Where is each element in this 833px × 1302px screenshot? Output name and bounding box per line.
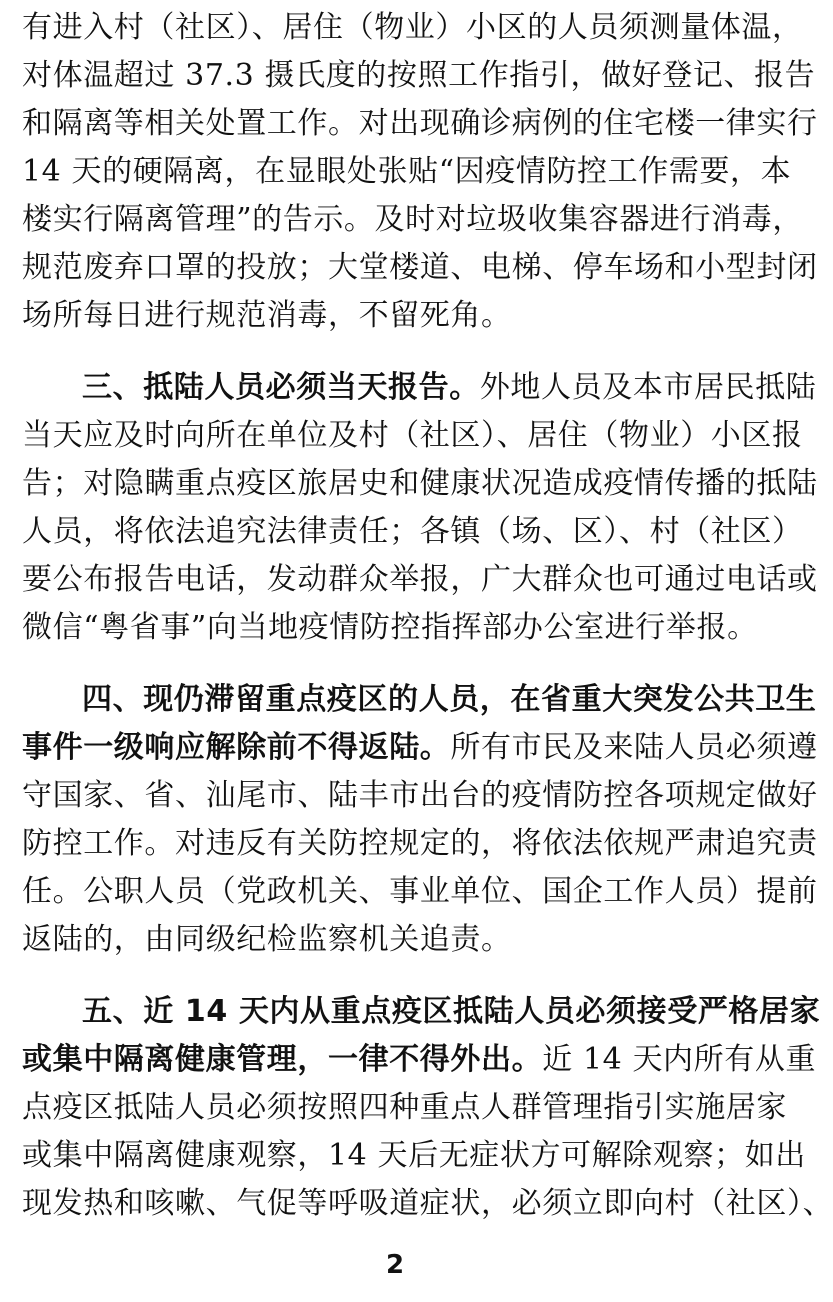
paragraph-line: 规范废弃口罩的投放；大堂楼道、电梯、停车场和小型封闭 bbox=[22, 250, 818, 285]
paragraph-line: 微信“粤省事”向当地疫情防控指挥部办公室进行举报。 bbox=[22, 610, 758, 645]
paragraph-line: 14 天的硬隔离，在显眼处张贴“因疫情防控工作需要，本 bbox=[22, 154, 792, 189]
section-4-heading: 四、现仍滞留重点疫区的人员，在省重大突发公共卫生 bbox=[82, 682, 817, 717]
paragraph-line: 场所每日进行规范消毒，不留死角。 bbox=[22, 298, 512, 333]
paragraph-line: 人员，将依法追究法律责任；各镇（场、区）、村（社区） bbox=[22, 514, 803, 549]
paragraph-line: 告；对隐瞒重点疫区旅居史和健康状况造成疫情传播的抵陆 bbox=[22, 466, 818, 501]
section-4-second-line bbox=[22, 726, 818, 770]
section-5-heading: 五、近 14 天内从重点疫区抵陆人员必须接受严格居家 bbox=[82, 994, 821, 1029]
paragraph-line: 当天应及时向所在单位及村（社区）、居住（物业）小区报 bbox=[22, 418, 803, 453]
paragraph-line: 防控工作。对违反有关防控规定的，将依法依规严肃追究责 bbox=[22, 826, 818, 861]
paragraph-line: 点疫区抵陆人员必须按照四种重点人群管理指引实施居家 bbox=[22, 1090, 787, 1125]
section-5-second-line bbox=[22, 1038, 817, 1082]
section-3-text: 外地人员及本市居民抵陆 bbox=[479, 370, 817, 405]
section-3-heading: 三、抵陆人员必须当天报告。 bbox=[82, 370, 480, 405]
paragraph-line: 现发热和咳嗽、气促等呼吸道症状，必须立即向村（社区）、 bbox=[22, 1186, 833, 1221]
paragraph-line: 任。公职人员（党政机关、事业单位、国企工作人员）提前 bbox=[22, 874, 818, 909]
paragraph-line: 返陆的，由同级纪检监察机关追责。 bbox=[22, 922, 512, 957]
section-3-first-line bbox=[82, 366, 817, 410]
section-4-text: 所有市民及来陆人员必须遵 bbox=[450, 730, 818, 765]
paragraph-line: 或集中隔离健康观察，14 天后无症状方可解除观察；如出 bbox=[22, 1138, 806, 1173]
section-5-text: 近 14 天内所有从重 bbox=[542, 1042, 817, 1077]
paragraph-line: 守国家、省、汕尾市、陆丰市出台的疫情防控各项规定做好 bbox=[22, 778, 818, 813]
section-4-heading-end: 事件一级响应解除前不得返陆。 bbox=[22, 730, 451, 765]
paragraph-line: 和隔离等相关处置工作。对出现确诊病例的住宅楼一律实行 bbox=[22, 106, 818, 141]
page-number: 2 bbox=[385, 1250, 405, 1280]
paragraph-line: 要公布报告电话，发动群众举报，广大群众也可通过电话或 bbox=[22, 562, 818, 597]
paragraph-line: 楼实行隔离管理”的告示。及时对垃圾收集容器进行消毒， bbox=[22, 202, 803, 237]
paragraph-line: 对体温超过 37.3 摄氏度的按照工作指引，做好登记、报告 bbox=[22, 58, 816, 93]
section-5-heading-end: 或集中隔离健康管理，一律不得外出。 bbox=[22, 1042, 543, 1077]
paragraph-line: 有进入村（社区）、居住（物业）小区的人员须测量体温， bbox=[22, 10, 803, 45]
